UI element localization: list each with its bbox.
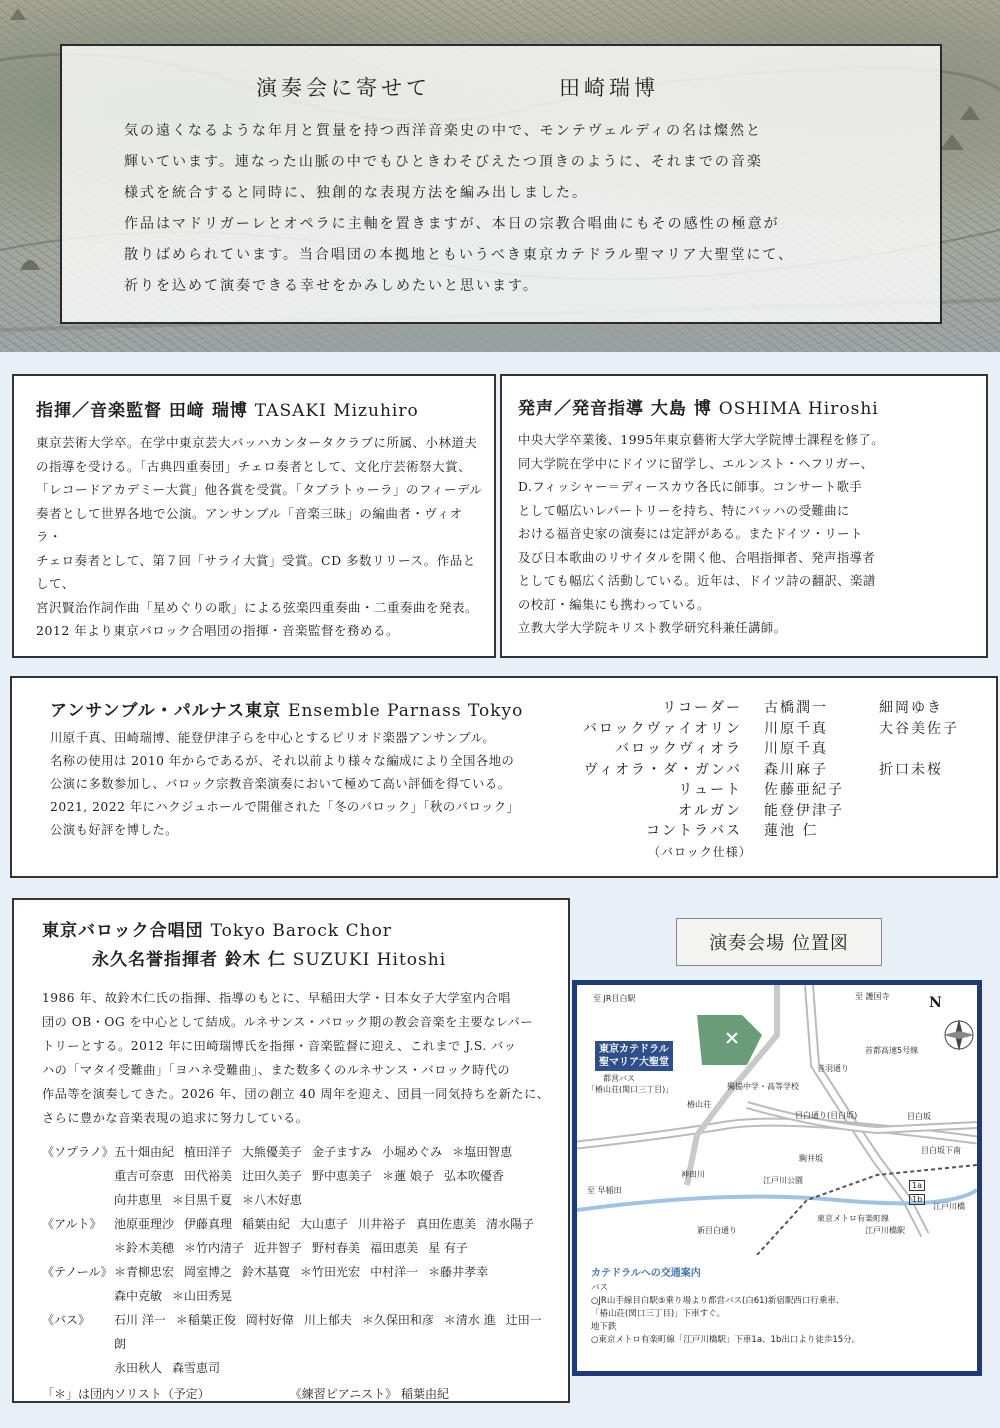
choir-member: 伊藤真理 (184, 1217, 233, 1231)
bio-line: 川原千真、田崎瑞博、能登伊津子らを中心とするピリオド楽器アンサンブル。 (50, 731, 496, 745)
member-names (114, 1260, 498, 1284)
access-bus-label: バス (591, 1283, 609, 1293)
choir-profile (12, 898, 570, 1403)
member-names (114, 1236, 478, 1260)
choir-member: 田代裕美 (184, 1169, 233, 1183)
bio-line: 中央大学卒業後、1995年東京藝術大学大学院博士課程を修了。 (518, 433, 885, 447)
choir-member: 石川 洋一 (114, 1313, 166, 1327)
roster-row (42, 1236, 558, 1260)
choir-member: 辻田久美子 (242, 1169, 303, 1183)
honorary-name: 鈴木 仁 (224, 950, 286, 970)
choir-heading (42, 916, 558, 941)
bio-line: として幅広いレパートリーを持ち、特にバッハの受難曲に (518, 503, 850, 518)
part-label: 《ソプラノ》 (42, 1145, 114, 1159)
choir-member: ＊八木好恵 (242, 1193, 303, 1207)
bio-line: チェロ奏者として、第７回「サライ大賞」受賞。CD 多数リリース。作品として、 (36, 552, 476, 591)
access-bus-line: 「椿山荘(関口三丁目)」下車すぐ。 (591, 1309, 725, 1319)
pianist-label: 《練習ピアニスト》 (289, 1387, 398, 1401)
ensemble-name-en: Ensemble Parnass Tokyo (288, 701, 524, 721)
map-title: 演奏会場 位置図 (676, 918, 882, 966)
cathedral-label (595, 1041, 673, 1071)
north-icon: N (929, 995, 942, 1011)
member-names (114, 1140, 522, 1164)
member-instrument: リコーダー (662, 700, 742, 716)
soloist-note: 「＊」は団内ソリスト（予定） (42, 1387, 210, 1401)
member-name: 折口未桜 (879, 761, 943, 778)
conductor-name: 田﨑 瑞博 (168, 401, 248, 421)
member-names (114, 1284, 242, 1308)
header-banner (0, 0, 1000, 352)
voice-coach-profile (500, 374, 988, 658)
bio-line: 公演に多数参加し、バロック宗教音楽演奏において極めて高い評価を得ている。 (50, 777, 511, 791)
bio-line: 団の OB・OG を中心として結成。ルネサンス・バロック期の教会音楽を主要なレパー (42, 1015, 534, 1029)
member-name: 川原千真 (764, 720, 828, 737)
bio-line: D.フィッシャー＝ディースカウ各氏に師事。コンサート歌手 (518, 480, 863, 494)
choir-member: 小堀めぐみ (382, 1145, 443, 1159)
voice-role: 発声／発音指導 (518, 399, 644, 419)
part-label (42, 1188, 114, 1212)
choir-member: 森中克敏 (114, 1289, 163, 1303)
bio-line: としても幅広く活動している。近年は、ドイツ詩の翻訳、楽譜 (518, 574, 876, 588)
map-label: 都営バス (603, 1074, 635, 1083)
cathedral-line1: 東京カテドラル (599, 1044, 669, 1055)
member-row (566, 821, 959, 842)
conductor-role: 指揮／音楽監督 (36, 401, 162, 421)
intro-line: 作品はマドリガーレとオペラに主軸を置きますが、本日の宗教合唱曲にもその感性の極意が (124, 216, 780, 232)
voice-bio (518, 429, 978, 641)
intro-line: 散りばめられています。当合唱団の本拠地ともいうべき東京カテドラル聖マリア大聖堂にて、 (124, 247, 795, 263)
member-names (114, 1164, 514, 1188)
exit-marker: 1b (909, 1194, 925, 1205)
ensemble-members (566, 698, 959, 862)
roster-row (42, 1308, 558, 1356)
choir-member: 岡室博之 (184, 1265, 233, 1279)
map-label: 目白坂 (907, 1112, 931, 1121)
roster-row (42, 1356, 558, 1380)
choir-member: 清水陽子 (486, 1217, 535, 1231)
member-instrument: オルガン (678, 802, 742, 819)
bio-line: 奏者として世界各地で公演。アンサンブル「音楽三昧」の編曲者・ヴィオラ・ (36, 505, 463, 544)
map-label: 江戸川橋 (933, 1202, 965, 1211)
member-instrument: バロックヴァイオリン (582, 720, 742, 737)
choir-member: 向井恵里 (114, 1193, 163, 1207)
map-label: 至 早稲田 (587, 1186, 622, 1195)
ensemble-name: アンサンブル・パルナス東京 (50, 701, 282, 721)
choir-member: 鈴木基寛 (242, 1265, 291, 1279)
roster-row (42, 1260, 558, 1284)
access-bus-line: ○JR山手線目白駅⑤乗り場より都営バス(白61)新宿駅西口行乗車、 (591, 1296, 845, 1306)
choir-member: 川井裕子 (358, 1217, 407, 1231)
voice-name-en: OSHIMA Hiroshi (718, 399, 879, 419)
intro-line: 輝いています。連なった山脈の中でもひときわそびえたつ頂きのように、それまでの音楽 (124, 154, 763, 170)
choir-member: 福田恵美 (370, 1241, 419, 1255)
map-label: 首都高速5号線 (865, 1046, 919, 1055)
part-label: 《アルト》 (42, 1217, 102, 1231)
bio-line: の指導を受ける。「古典四重奏団」チェロ奏者として、文化庁芸術祭大賞、 (36, 458, 472, 474)
member-names (114, 1212, 544, 1236)
part-label: 《バス》 (42, 1313, 91, 1327)
member-instrument: バロックヴィオラ (615, 741, 742, 757)
member-name: 細岡ゆき (879, 700, 943, 716)
bio-line: 同大学院在学中にドイツに留学し、エルンスト・ヘフリガー、 (518, 456, 874, 471)
member-instrument: リュート (678, 782, 742, 798)
map-label: 目白坂下南 (921, 1146, 961, 1155)
member-row (566, 760, 959, 781)
member-names (114, 1188, 312, 1212)
choir-member: ＊青柳忠宏 (114, 1265, 175, 1279)
choir-member: 星 有子 (428, 1241, 468, 1255)
intro-author: 田崎瑞博 (559, 76, 659, 100)
choir-member: 辻田一朗 (114, 1313, 542, 1351)
choir-member: 野中恵美子 (312, 1169, 373, 1183)
choir-name: 東京バロック合唱団 (42, 921, 204, 941)
choir-bio (42, 986, 558, 1130)
choir-honorary (42, 945, 558, 970)
choir-member: ＊稲葉正俊 (175, 1313, 236, 1327)
map-label: 音羽通り (817, 1064, 849, 1073)
choir-member: 池原亜理沙 (114, 1217, 175, 1231)
member-row (566, 698, 959, 719)
exit-marker: 1a (909, 1180, 925, 1191)
bio-line: の校訂・編集にも携わっている。 (518, 597, 710, 612)
member-instrument: コントラバス (646, 823, 742, 839)
map-label: 神田川 (681, 1170, 705, 1179)
members-note: （バロック仕様） (648, 844, 752, 859)
choir-name-en: Tokyo Barock Chor (210, 921, 392, 941)
conductor-bio (36, 431, 484, 643)
roster-row (42, 1212, 558, 1236)
intro-message (60, 44, 942, 324)
member-name: 大谷美佐子 (879, 720, 959, 737)
intro-line: 祈りを込めて演奏できる幸せをかみしめたいと思います。 (124, 278, 539, 294)
choir-member: ＊清水 進 (443, 1313, 496, 1327)
roster-row (42, 1284, 558, 1308)
access-subway-line: ○東京メトロ有楽町線「江戸川橋駅」下車1a、1b出口より徒歩15分。 (591, 1335, 861, 1345)
choir-member: 川上郁夫 (303, 1313, 352, 1327)
bio-line: 及び日本歌曲のリサイタルを開く他、合唱指揮者、発声指導者 (518, 550, 876, 565)
map-label: 「椿山荘(関口三丁目)」 (587, 1085, 674, 1094)
intro-title: 演奏会に寄せて (256, 76, 431, 100)
intro-line: 気の遠くなるような年月と質量を持つ西洋音楽史の中で、モンテヴェルディの名は燦然と (124, 123, 763, 139)
member-name: 佐藤亜紀子 (764, 782, 844, 798)
choir-member: ＊目黒千夏 (172, 1193, 233, 1207)
bio-line: 2012 年より東京バロック合唱団の指揮・音楽監督を務める。 (36, 623, 400, 638)
choir-member: ＊藤井孝幸 (428, 1265, 489, 1279)
access-title: カテドラルへの交通案内 (591, 1268, 701, 1279)
choir-member: 永田秋人 (114, 1361, 163, 1375)
map-area (577, 985, 977, 1371)
bio-line: 2021, 2022 年にハクジュホールで開催された「冬のバロック」「秋のバロック」 (50, 800, 520, 814)
choir-member: 弘本吹優香 (443, 1169, 504, 1183)
choir-member: 植田洋子 (184, 1145, 233, 1159)
choir-member: ＊竹内清子 (184, 1241, 245, 1255)
bio-line: 1986 年、故鈴木仁氏の指揮、指導のもとに、早稲田大学・日本女子大学室内合唱 (42, 991, 511, 1005)
roster-row (42, 1140, 558, 1164)
choir-member: 五十畑由紀 (114, 1145, 175, 1159)
map-label: 至 JR目白駅 (593, 994, 636, 1003)
honorary-name-en: SUZUKI Hitoshi (292, 950, 447, 970)
member-row (566, 739, 959, 760)
member-name: 蓮池 仁 (764, 823, 819, 839)
bio-line: さらに豊かな音楽表現の追求に努力している。 (42, 1111, 309, 1125)
map-label: 江戸川公園 (763, 1176, 803, 1185)
choir-member: ＊塩田智恵 (452, 1145, 513, 1159)
choir-roster (42, 1140, 558, 1380)
conductor-name-en: TASAKI Mizuhiro (254, 401, 419, 421)
honorary-role: 永久名誉指揮者 (92, 950, 218, 970)
map-label: 駒井坂 (799, 1154, 823, 1163)
part-label (42, 1356, 114, 1380)
conductor-heading (36, 396, 484, 421)
intro-line: 様式を統合すると同時に、独創的な表現方法を編み出しました。 (124, 185, 588, 201)
pianist-name: 稲葉由紀 (401, 1387, 450, 1401)
choir-member: 真田佐恵美 (416, 1217, 477, 1231)
access-subway-label: 地下鉄 (591, 1322, 617, 1332)
ensemble-bio (50, 727, 545, 842)
choir-member: 大熊優美子 (242, 1145, 303, 1159)
choir-member: 岡村好偉 (245, 1313, 294, 1327)
member-name: 能登伊津子 (764, 802, 844, 819)
access-info (591, 1267, 860, 1347)
bio-line: トリーとする。2012 年に田崎瑞博氏を指揮・音楽監督に迎え、これまで J.S. バッ (42, 1039, 517, 1053)
voice-name: 大島 博 (650, 399, 712, 419)
member-row (566, 719, 959, 740)
choir-member: ＊蓮 娘子 (382, 1169, 434, 1183)
choir-member: ＊山田秀晃 (172, 1289, 233, 1303)
member-row (566, 801, 959, 822)
part-label (42, 1284, 114, 1308)
roster-row (42, 1164, 558, 1188)
map-label: 獨協中学・高等学校 (727, 1082, 799, 1091)
choir-member: 中村洋一 (370, 1265, 419, 1279)
choir-member: 金子ますみ (312, 1145, 373, 1159)
choir-member: 大山恵子 (300, 1217, 349, 1231)
choir-member: 近井智子 (254, 1241, 303, 1255)
choir-member: ＊竹田光宏 (300, 1265, 361, 1279)
bio-line: ハの「マタイ受難曲」「ヨハネ受難曲」、また数多くのルネサンス・バロック時代の (42, 1063, 511, 1077)
bio-line: 名称の使用は 2010 年からであるが、それ以前より様々な編成により全国各地の (50, 754, 515, 768)
choir-member: 森雪恵司 (172, 1361, 221, 1375)
voice-heading (518, 394, 978, 419)
choir-member: 稲葉由紀 (242, 1217, 291, 1231)
roster-row (42, 1188, 558, 1212)
choir-member: 野村春美 (312, 1241, 361, 1255)
bio-line: 公演も好評を博した。 (50, 823, 178, 837)
part-label (42, 1164, 114, 1188)
bio-line: 立教大学大学院キリスト教学研究科兼任講師。 (518, 621, 787, 635)
map-label: 椿山荘 (687, 1100, 711, 1109)
map-label: 江戸川橋駅 (865, 1226, 905, 1235)
cathedral-line2: 聖マリア大聖堂 (599, 1057, 669, 1068)
conductor-profile (12, 374, 496, 658)
choir-member: ＊久保田和彦 (361, 1313, 434, 1327)
bio-line: 宮沢賢治作詞作曲「星めぐりの歌」による弦楽四重奏曲・二重奏曲を発表。 (36, 599, 479, 615)
bio-line: 作品等を演奏してきた。2026 年、団の創立 40 周年を迎え、団員一同気持ちを新たに、 (42, 1087, 550, 1101)
choir-member: 重吉可奈恵 (114, 1169, 175, 1183)
pianist (290, 1382, 449, 1406)
map-label: 東京メトロ有楽町線 (817, 1214, 889, 1223)
bio-line: 東京芸術大学卒。在学中東京芸大バッハカンタータクラブに所属、小林道夫 (36, 435, 478, 450)
member-name: 森川麻子 (764, 761, 828, 778)
member-names (114, 1308, 558, 1356)
member-name: 川原千真 (764, 741, 828, 757)
ensemble-profile (10, 676, 998, 878)
member-names (114, 1356, 230, 1380)
member-instrument: ヴィオラ・ダ・ガンバ (583, 761, 742, 778)
bio-line: 「レコードアカデミー大賞」他各賞を受賞。「タブラトゥーラ」のフィーデル (36, 482, 483, 497)
map-label: 至 護国寺 (855, 992, 890, 1001)
member-row (566, 780, 959, 801)
roster-footer (42, 1382, 558, 1406)
map-label: 新目白通り (697, 1226, 737, 1235)
part-label: 《テノール》 (42, 1265, 113, 1279)
bio-line: おける福音史家の演奏には定評がある。またドイツ・リート (518, 527, 863, 541)
map-label: 目白通り(目白坂) (795, 1111, 858, 1120)
part-label (42, 1236, 114, 1260)
choir-member: ＊鈴木美穂 (114, 1241, 175, 1255)
member-name: 古橋潤一 (764, 700, 828, 716)
venue-map (572, 980, 982, 1376)
